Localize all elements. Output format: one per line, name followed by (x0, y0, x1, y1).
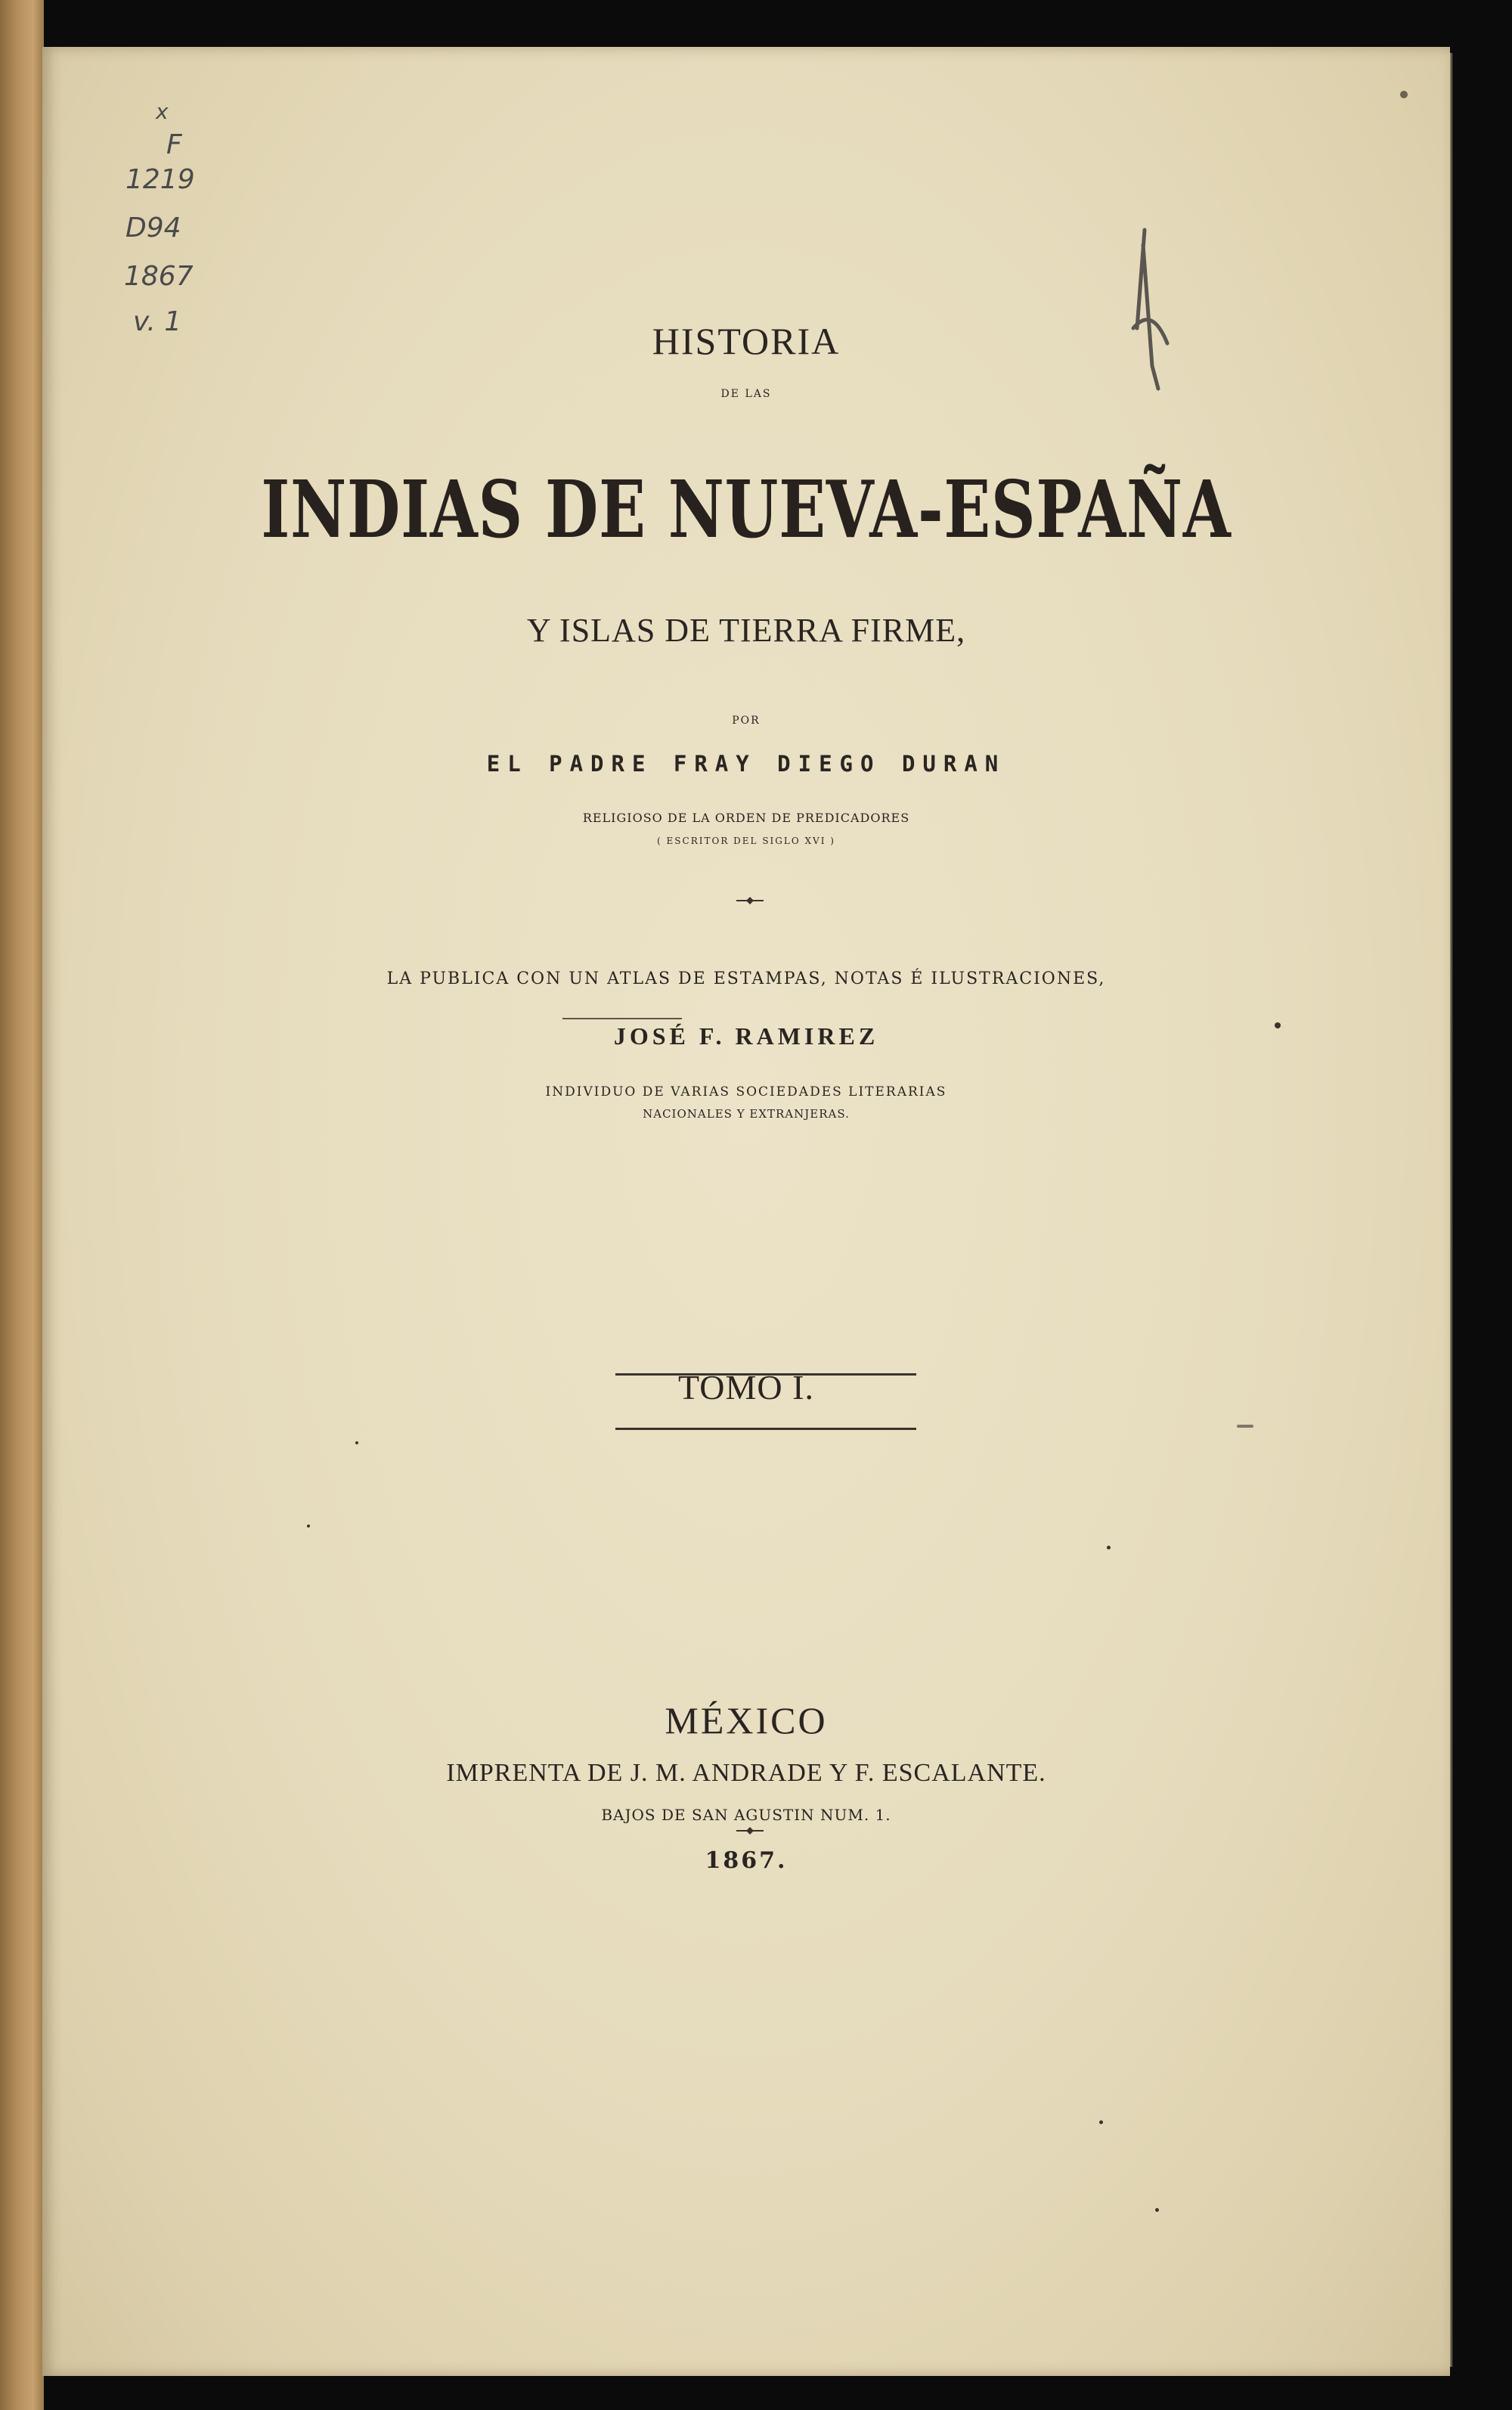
pencil-mark-icon (1114, 215, 1198, 396)
imprint-address: BAJOS DE SAN AGUSTIN NUM. 1. (601, 1806, 891, 1824)
imprint-year: 1867. (705, 1847, 788, 1874)
paper-speck (307, 1524, 310, 1528)
editor-description: INDIVIDUO DE VARIAS SOCIEDADES LITERARIAS (545, 1084, 947, 1100)
ornament-icon (735, 1825, 765, 1836)
paper-speck (1275, 1022, 1281, 1028)
call-number-line: v. 1 (133, 306, 182, 337)
paper-speck (1107, 1546, 1111, 1549)
title-connector: DE LAS (720, 388, 772, 400)
main-title: INDIAS DE NUEVA-ESPAÑA (261, 463, 1232, 556)
book-binding-edge (0, 0, 44, 2410)
title-page (42, 47, 1450, 2376)
book-title: HISTORIA (652, 320, 841, 362)
author-order: RELIGIOSO DE LA ORDEN DE PREDICADORES (582, 811, 910, 825)
imprint-city: MÉXICO (665, 1699, 828, 1742)
call-number-line: 1867 (124, 261, 194, 292)
call-number-line: 1219 (125, 164, 195, 195)
paper-speck (355, 1441, 358, 1444)
edition-note: LA PUBLICA CON UN ATLAS DE ESTAMPAS, NOTAS É ILUSTRACIONES, (386, 969, 1106, 988)
by-label: POR (732, 715, 761, 727)
subtitle: Y ISLAS DE TIERRA FIRME, (526, 612, 966, 649)
call-number-line: D94 (125, 212, 181, 243)
paper-speck (1237, 1425, 1253, 1428)
author-name: EL PADRE FRAY DIEGO DURAN (486, 751, 1006, 777)
paper-speck (1155, 2208, 1159, 2212)
paper-speck (1099, 2120, 1103, 2124)
editor-description: NACIONALES Y EXTRANJERAS. (643, 1107, 850, 1121)
divider (615, 1428, 916, 1430)
editor-name: JOSÉ F. RAMIREZ (613, 1022, 879, 1050)
author-century: ( ESCRITOR DEL SIGLO XVI ) (657, 836, 835, 846)
ornament-icon (735, 895, 765, 906)
divider (562, 1018, 682, 1019)
call-number-line: x (156, 99, 169, 124)
call-number-line: F (166, 129, 182, 160)
volume-label: TOMO I. (678, 1368, 814, 1407)
paper-speck (1400, 91, 1408, 98)
imprint-printer: IMPRENTA DE J. M. ANDRADE Y F. ESCALANTE. (446, 1759, 1046, 1787)
